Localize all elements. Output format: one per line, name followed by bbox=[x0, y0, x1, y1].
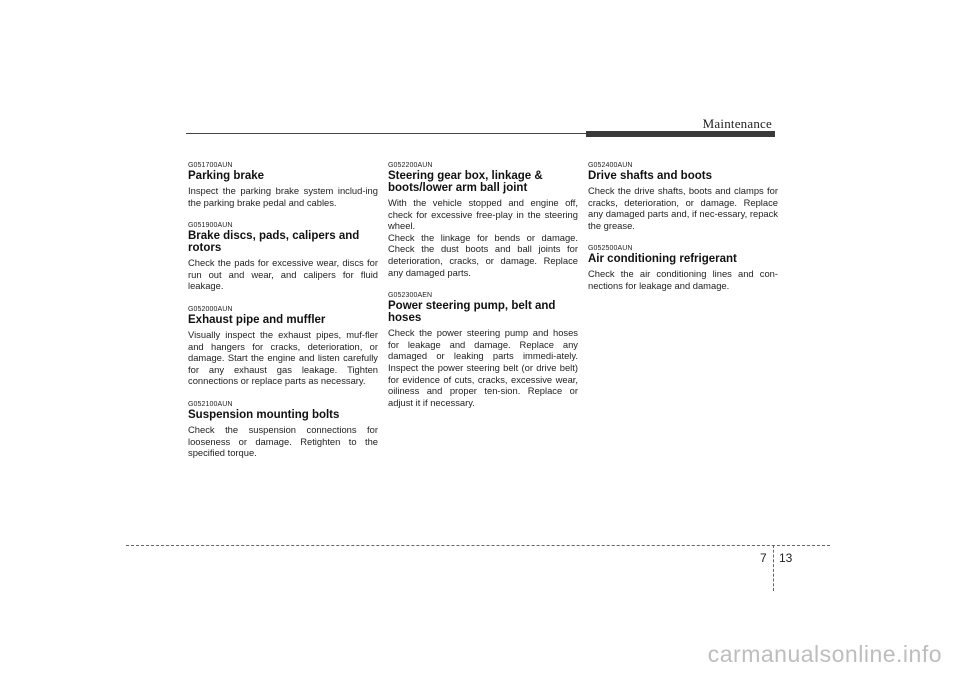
section-body bbox=[188, 329, 378, 387]
section-heading: Steering gear box, linkage & boots/lower arm ball joint bbox=[388, 170, 543, 194]
section-drive-shafts bbox=[588, 162, 778, 231]
paragraph: Visually inspect the exhaust pipes, muf-fler and hangers for cracks, deterioration, or damage. Start the engine and listen carefully for any exhaust gas leakage. Tighten connections or replace parts as necessary. bbox=[188, 328, 378, 387]
section-power-steering bbox=[388, 292, 578, 408]
paragraph: Check the power steering pump and hoses for leakage and damage. Replace any damaged or leaking parts immedi-ately. Inspect the power steering belt (or drive belt) for evidence of cuts, cracks, excessive wear, oiliness and proper ten-sion. Replace or adjust it if necessary. bbox=[388, 327, 578, 408]
section-code: G052300AEN bbox=[388, 292, 433, 300]
section-heading: Suspension mounting bolts bbox=[188, 408, 340, 421]
section-steering-gear bbox=[388, 162, 578, 278]
section-code: G052000AUN bbox=[188, 305, 233, 313]
section-heading: Air conditioning refrigerant bbox=[588, 253, 737, 266]
section-code: G051900AUN bbox=[188, 222, 233, 230]
section-code: G052500AUN bbox=[588, 245, 633, 253]
page-number: 13 bbox=[779, 551, 793, 565]
section-code: G052200AUN bbox=[388, 162, 433, 169]
paragraph: Check the pads for excessive wear, discs for run out and wear, and calipers for fluid leakage. bbox=[188, 257, 378, 292]
section-heading: Brake discs, pads, calipers and rotors bbox=[188, 230, 360, 255]
chapter-number: 7 bbox=[760, 551, 767, 565]
section-body bbox=[588, 185, 778, 231]
section-body bbox=[588, 268, 778, 291]
section-body bbox=[188, 424, 378, 459]
paragraph: Check the suspension connections for looseness or damage. Retighten to the specified torque. bbox=[188, 423, 378, 459]
section-heading: Drive shafts and boots bbox=[588, 170, 712, 182]
column-2 bbox=[388, 162, 578, 422]
section-code: G051700AUN bbox=[188, 162, 233, 169]
paragraph: Check the linkage for bends or damage. Check the dust boots and ball joints for deterioration, cracks, or damage. Replace any damaged parts. bbox=[388, 231, 578, 278]
section-body bbox=[188, 257, 378, 292]
column-3 bbox=[588, 162, 778, 306]
section-code: G052100AUN bbox=[188, 400, 233, 408]
header-title: Maintenance bbox=[702, 116, 772, 131]
footer-page-divider bbox=[773, 545, 774, 591]
section-brake-discs bbox=[188, 222, 378, 292]
section-body bbox=[388, 327, 578, 408]
section-heading: Parking brake bbox=[188, 170, 265, 182]
section-body bbox=[388, 197, 578, 278]
section-exhaust-pipe bbox=[188, 306, 378, 387]
header-accent-bar bbox=[586, 131, 775, 137]
paragraph: Inspect the parking brake system includ-ing the parking brake pedal and cables. bbox=[188, 185, 378, 208]
paragraph: With the vehicle stopped and engine off, check for excessive free-play in the steering wheel. bbox=[388, 197, 578, 232]
section-parking-brake bbox=[188, 162, 378, 208]
footer-dashed-rule bbox=[126, 545, 830, 546]
paragraph: Check the air conditioning lines and con-nections for leakage and damage. bbox=[588, 268, 778, 291]
column-1 bbox=[188, 162, 378, 473]
paragraph: Check the drive shafts, boots and clamps for cracks, deterioration, or damage. Replace any damaged parts and, if nec-essary, repack the grease. bbox=[588, 185, 778, 231]
section-code: G052400AUN bbox=[588, 162, 633, 169]
section-suspension-bolts bbox=[188, 401, 378, 459]
section-heading: Exhaust pipe and muffler bbox=[188, 313, 326, 326]
watermark: carmanualsonline.info bbox=[707, 641, 942, 667]
section-heading: Power steering pump, belt and hoses bbox=[388, 300, 556, 325]
section-body bbox=[188, 185, 378, 208]
section-air-conditioning bbox=[588, 245, 778, 291]
